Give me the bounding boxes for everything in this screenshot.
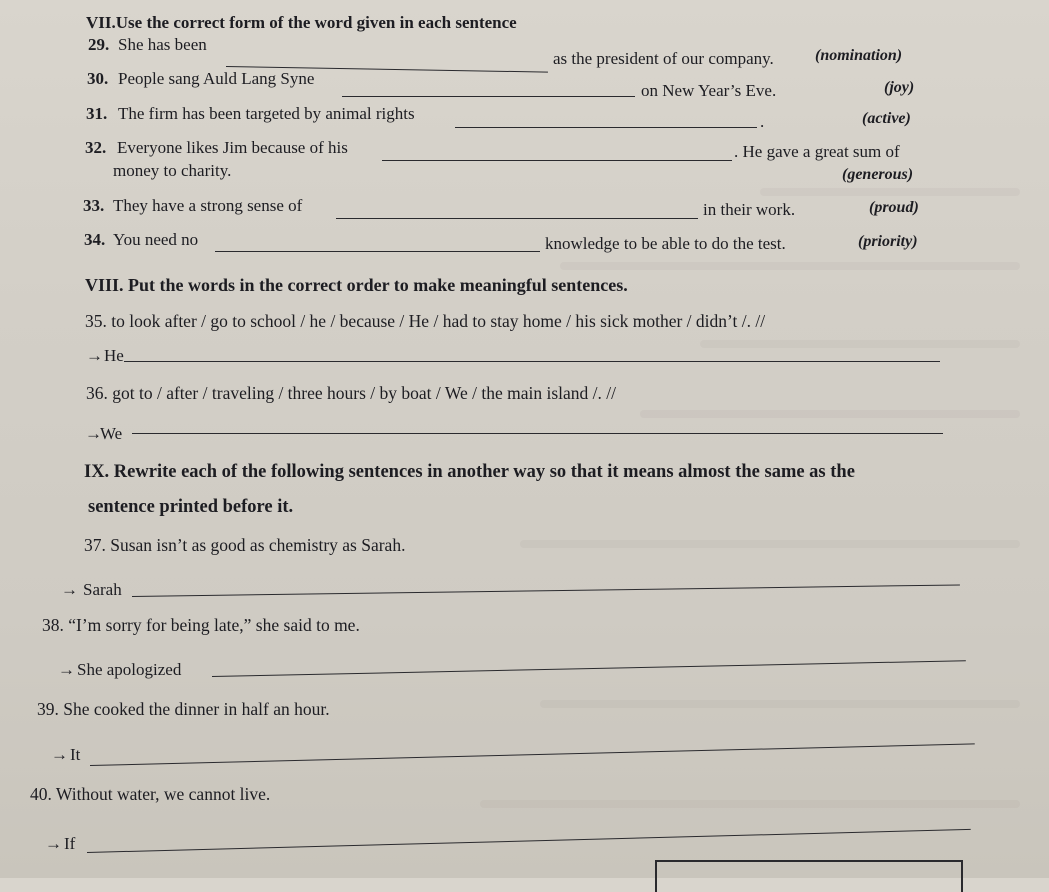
bleed-through bbox=[760, 188, 1020, 196]
q31-number: 31. bbox=[86, 104, 108, 123]
q29-text-end: as the president of our company. bbox=[553, 49, 774, 68]
q38-answer-blank[interactable] bbox=[212, 660, 966, 677]
q30-text: People sang Auld Lang Syne bbox=[118, 69, 315, 88]
q30-hint: (joy) bbox=[884, 79, 915, 96]
q35-arrow: → bbox=[86, 346, 103, 365]
q40-answer-blank[interactable] bbox=[87, 829, 971, 853]
q38-answer-start: She apologized bbox=[77, 660, 182, 679]
q30-answer-blank[interactable] bbox=[342, 96, 635, 97]
q37-answer-blank[interactable] bbox=[132, 584, 960, 597]
q29-hint: (nomination) bbox=[815, 47, 903, 64]
q29-text: She has been bbox=[118, 35, 207, 54]
section-8-title: VIII. Put the words in the correct order to make meaningful sentences. bbox=[85, 275, 628, 295]
q32-text: Everyone likes Jim because of his bbox=[117, 138, 348, 157]
q36-prompt: 36. got to / after / traveling / three hours / by boat / We / the main island /. // bbox=[86, 383, 616, 403]
q35-answer-start: He bbox=[104, 346, 124, 365]
q33-number: 33. bbox=[83, 196, 105, 215]
q32-number: 32. bbox=[85, 138, 107, 157]
q40-answer-start: If bbox=[64, 834, 76, 853]
bleed-through bbox=[540, 700, 1020, 708]
q32-answer-blank[interactable] bbox=[382, 160, 732, 161]
bleed-through bbox=[640, 410, 1020, 418]
q34-text: You need no bbox=[113, 230, 199, 249]
q30-number: 30. bbox=[87, 69, 109, 88]
q36-answer-blank[interactable] bbox=[132, 433, 943, 434]
q34-number: 34. bbox=[84, 230, 106, 249]
q35-prompt: 35. to look after / go to school / he / because / He / had to stay home / his sick mother / didn’t /. // bbox=[85, 311, 766, 331]
q37-prompt: 37. Susan isn’t as good as chemistry as Sarah. bbox=[84, 535, 406, 555]
q38-prompt: 38. “I’m sorry for being late,” she said to me. bbox=[42, 615, 360, 635]
q29-number: 29. bbox=[88, 35, 110, 54]
q39-answer-start: It bbox=[70, 745, 81, 764]
q33-hint: (proud) bbox=[869, 199, 919, 216]
q34-hint: (priority) bbox=[858, 233, 918, 250]
section-7-title: VII.Use the correct form of the word given in each sentence bbox=[86, 13, 517, 32]
q39-arrow: → bbox=[51, 745, 68, 764]
q34-answer-blank[interactable] bbox=[215, 251, 540, 252]
q36-arrow: → bbox=[85, 424, 102, 443]
q32-text-continued: money to charity. bbox=[113, 161, 232, 180]
section-9-title-continued: sentence printed before it. bbox=[88, 497, 294, 517]
q31-answer-blank[interactable] bbox=[455, 127, 757, 128]
q40-prompt: 40. Without water, we cannot live. bbox=[30, 784, 271, 804]
bleed-through bbox=[700, 340, 1020, 348]
q34-text-end: knowledge to be able to do the test. bbox=[545, 234, 786, 253]
q33-text: They have a strong sense of bbox=[113, 196, 303, 215]
q32-hint: (generous) bbox=[842, 166, 914, 183]
section-9-title: IX. Rewrite each of the following sentences in another way so that it means almost the same as the bbox=[84, 462, 855, 482]
q37-answer-start: Sarah bbox=[83, 580, 122, 599]
bleed-through bbox=[480, 800, 1020, 808]
q39-prompt: 39. She cooked the dinner in half an hour. bbox=[37, 699, 330, 719]
q31-text-end: . bbox=[760, 112, 765, 131]
bleed-through bbox=[520, 540, 1020, 548]
q32-text-end: . He gave a great sum of bbox=[734, 142, 900, 161]
q40-arrow: → bbox=[45, 834, 62, 853]
q30-text-end: on New Year’s Eve. bbox=[641, 81, 777, 100]
page-footer-box bbox=[655, 860, 963, 892]
q37-arrow: → bbox=[61, 580, 78, 599]
q33-text-end: in their work. bbox=[703, 200, 796, 219]
bleed-through bbox=[560, 262, 1020, 270]
q31-hint: (active) bbox=[862, 110, 911, 127]
q33-answer-blank[interactable] bbox=[336, 218, 698, 219]
q31-text: The firm has been targeted by animal rights bbox=[118, 104, 415, 123]
q39-answer-blank[interactable] bbox=[90, 743, 975, 766]
q38-arrow: → bbox=[58, 660, 75, 679]
q36-answer-start: We bbox=[100, 424, 123, 443]
q35-answer-blank[interactable] bbox=[124, 361, 940, 362]
